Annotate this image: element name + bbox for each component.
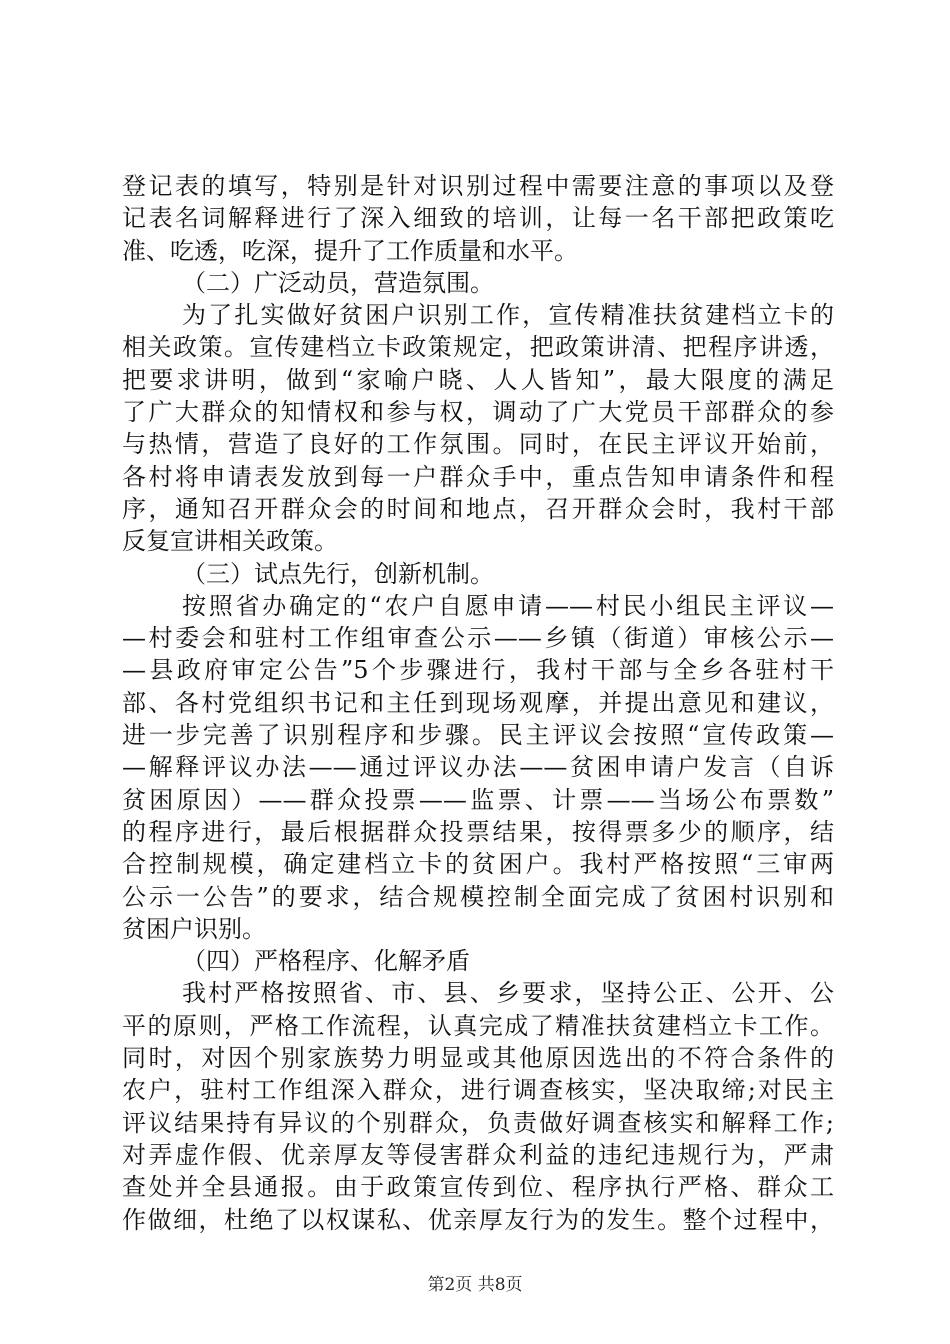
- text-line-2: 记表名词解释进行了深入细致的培训，让每一名干部把政策吃: [122, 204, 834, 233]
- text-line-15: —村委会和驻村工作组审查公示——乡镇（街道）审核公示—: [122, 624, 834, 653]
- text-line-18: 进一步完善了识别程序和步骤。民主评议会按照“宣传政策—: [122, 721, 834, 750]
- text-line-16: —县政府审定公告”5个步骤进行，我村干部与全乡各驻村干: [122, 656, 834, 685]
- text-line-28: 同时，对因个别家族势力明显或其他原因选出的不符合条件的: [122, 1044, 834, 1073]
- section-heading-4: （四）严格程序、化解矛盾: [182, 947, 470, 976]
- text-line-7: 把要求讲明，做到“家喻户晓、人人皆知”，最大限度的满足: [122, 365, 834, 394]
- page-footer: [0, 1270, 950, 1295]
- text-line-14: 按照省办确定的“农户自愿申请——村民小组民主评议—: [182, 591, 834, 620]
- text-line-11: 序，通知召开群众会的时间和地点，召开群众会时，我村干部: [122, 494, 834, 523]
- text-line-26: 我村严格按照省、市、县、乡要求，坚持公正、公开、公: [182, 979, 834, 1008]
- text-line-33: 作做细，杜绝了以权谋私、优亲厚友行为的发生。整个过程中，: [122, 1205, 834, 1234]
- page-number-label: 第2页 共8页: [427, 1275, 523, 1295]
- text-line-22: 合控制规模，确定建档立卡的贫困户。我村严格按照“三审两: [122, 850, 834, 879]
- text-line-23: 公示一公告”的要求，结合规模控制全面完成了贫困村识别和: [122, 882, 834, 911]
- text-line-5: 为了扎实做好贫困户识别工作，宣传精准扶贫建档立卡的: [182, 301, 834, 330]
- section-heading-3: （三）试点先行，创新机制。: [182, 559, 494, 588]
- text-line-30: 评议结果持有异议的个别群众，负责做好调查核实和解释工作;: [122, 1108, 834, 1137]
- text-line-32: 查处并全县通报。由于政策宣传到位、程序执行严格、群众工: [122, 1173, 834, 1202]
- text-line-1: 登记表的填写，特别是针对识别过程中需要注意的事项以及登: [122, 172, 834, 200]
- text-line-10: 各村将申请表发放到每一户群众手中，重点告知申请条件和程: [122, 462, 834, 491]
- text-line-9: 与热情，营造了良好的工作氛围。同时，在民主评议开始前，: [122, 430, 834, 459]
- text-line-17: 部、各村党组织书记和主任到现场观摩，并提出意见和建议，: [122, 688, 834, 717]
- document-body: [122, 170, 834, 1236]
- text-line-27: 平的原则，严格工作流程，认真完成了精准扶贫建档立卡工作。: [122, 1011, 834, 1040]
- text-line-12: 反复宣讲相关政策。: [122, 527, 338, 556]
- text-line-6: 相关政策。宣传建档立卡政策规定，把政策讲清、把程序讲透，: [122, 333, 834, 362]
- text-line-31: 对弄虚作假、优亲厚友等侵害群众利益的违纪违规行为，严肃: [122, 1140, 834, 1169]
- text-line-19: —解释评议办法——通过评议办法——贫困申请户发言（自诉: [122, 753, 834, 782]
- text-line-21: 的程序进行，最后根据群众投票结果，按得票多少的顺序，结: [122, 817, 834, 846]
- text-line-24: 贫困户识别。: [122, 914, 266, 943]
- text-line-29: 农户，驻村工作组深入群众，进行调查核实，坚决取缔;对民主: [122, 1076, 834, 1105]
- section-heading-2: （二）广泛动员，营造氛围。: [182, 268, 494, 297]
- text-line-20: 贫困原因）——群众投票——监票、计票——当场公布票数”: [122, 785, 834, 814]
- text-line-3: 准、吃透，吃深，提升了工作质量和水平。: [122, 236, 578, 265]
- text-line-8: 了广大群众的知情权和参与权，调动了广大党员干部群众的参: [122, 398, 834, 427]
